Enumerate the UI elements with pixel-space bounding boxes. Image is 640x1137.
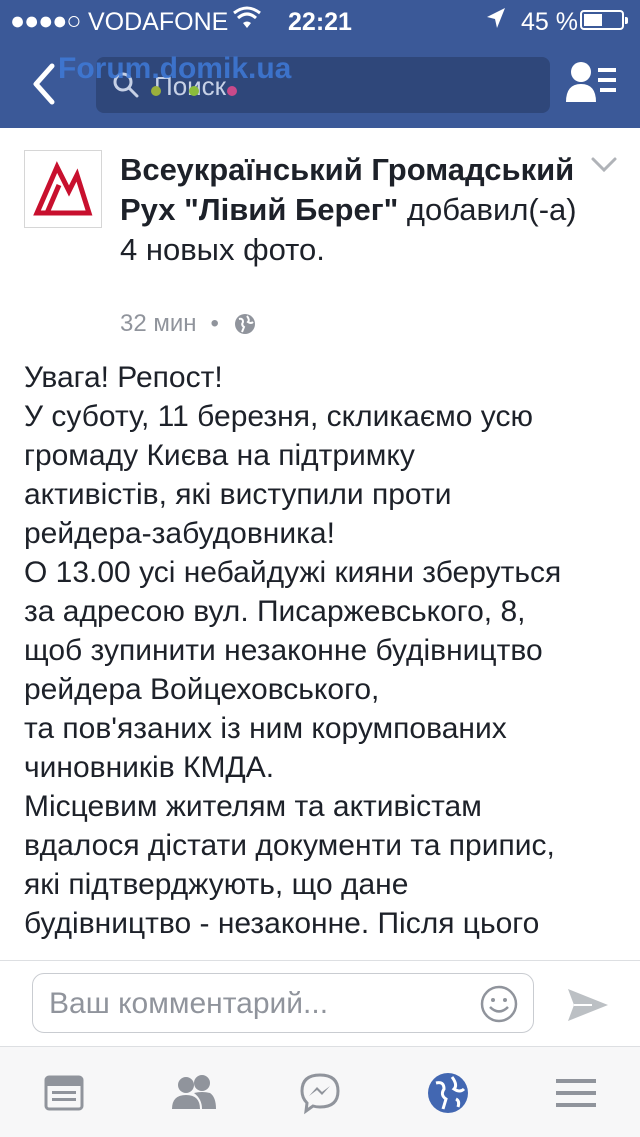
post-text-line: активістів, які виступили проти: [24, 478, 452, 511]
post-text-line: вдалося дістати документи та припис,: [24, 829, 555, 862]
post-text-line: чиновників КМДА.: [24, 751, 275, 784]
menu-icon: [554, 1071, 598, 1115]
post-text-line: та пов'язаних із ним корумпованих: [24, 712, 507, 745]
post-action-text: добавил(-а) 4 новых фото.: [120, 192, 577, 267]
tab-friends[interactable]: [170, 1071, 214, 1115]
watermark-text: Forum.domik.ua: [58, 52, 292, 85]
chevron-down-icon: [590, 156, 618, 174]
friend-requests-icon: [566, 60, 618, 106]
tab-news-feed[interactable]: [42, 1071, 86, 1115]
tab-notifications[interactable]: [426, 1071, 470, 1115]
smiley-icon: [479, 984, 519, 1024]
tab-menu[interactable]: [554, 1071, 598, 1115]
location-arrow-icon: [485, 6, 507, 39]
signal-strength: ●●●●○: [10, 7, 81, 35]
post-text-line: громаду Києва на підтримку: [24, 439, 415, 472]
watermark-dots-icon: [150, 84, 250, 98]
clock: 22:21: [288, 8, 352, 36]
post-options-button[interactable]: [590, 156, 618, 179]
post-text-line: які підтверджують, що дане: [24, 868, 409, 901]
post-text-line: Місцевим жителям та активістам: [24, 790, 482, 823]
post-text-line: рейдера Войцеховського,: [24, 673, 380, 706]
page-name-link[interactable]: Всеукраїнський Громадський Рух "Лівий Берег": [120, 152, 575, 227]
post-text-line: щоб зупинити незаконне будівництво: [24, 634, 543, 667]
post-text-line: О 13.00 усі небайдужі кияни зберуться: [24, 556, 562, 589]
post-text-line: рейдера-забудовника!: [24, 517, 335, 550]
send-button[interactable]: [566, 985, 610, 1030]
post-text-line: У суботу, 11 березня, скликаємо усю: [24, 400, 533, 433]
comment-box[interactable]: [32, 973, 534, 1033]
friends-icon: [170, 1071, 218, 1115]
post-meta: [120, 310, 257, 338]
bottom-tab-bar: [0, 1046, 640, 1137]
emoji-button[interactable]: [479, 984, 519, 1029]
post-text-line: за адресою вул. Писаржевського, 8,: [24, 595, 526, 628]
meta-separator: •: [210, 310, 219, 337]
app-header: [0, 0, 640, 128]
news-feed-icon: [42, 1071, 86, 1115]
friend-requests-button[interactable]: [566, 60, 618, 106]
tab-messenger[interactable]: [298, 1071, 342, 1115]
globe-icon: [233, 312, 257, 336]
battery-icon: [580, 10, 624, 30]
post-text-line: Увага! Репост!: [24, 361, 223, 394]
post-body: [24, 358, 624, 943]
messenger-icon: [298, 1071, 342, 1115]
left-bank-logo-icon: [25, 151, 101, 227]
battery-percent: 45 %: [521, 8, 578, 36]
post-time[interactable]: 32 мин: [120, 310, 197, 337]
post-text-line: будівництво - незаконне. Після цього: [24, 907, 540, 940]
notifications-globe-icon: [426, 1071, 470, 1115]
post-header: [120, 150, 590, 270]
status-bar: [0, 0, 640, 40]
comment-input[interactable]: [47, 984, 471, 1024]
carrier-name: VODAFONE: [88, 8, 229, 36]
comment-composer: [0, 960, 640, 1047]
send-icon: [566, 985, 610, 1025]
page-avatar[interactable]: [24, 150, 102, 228]
